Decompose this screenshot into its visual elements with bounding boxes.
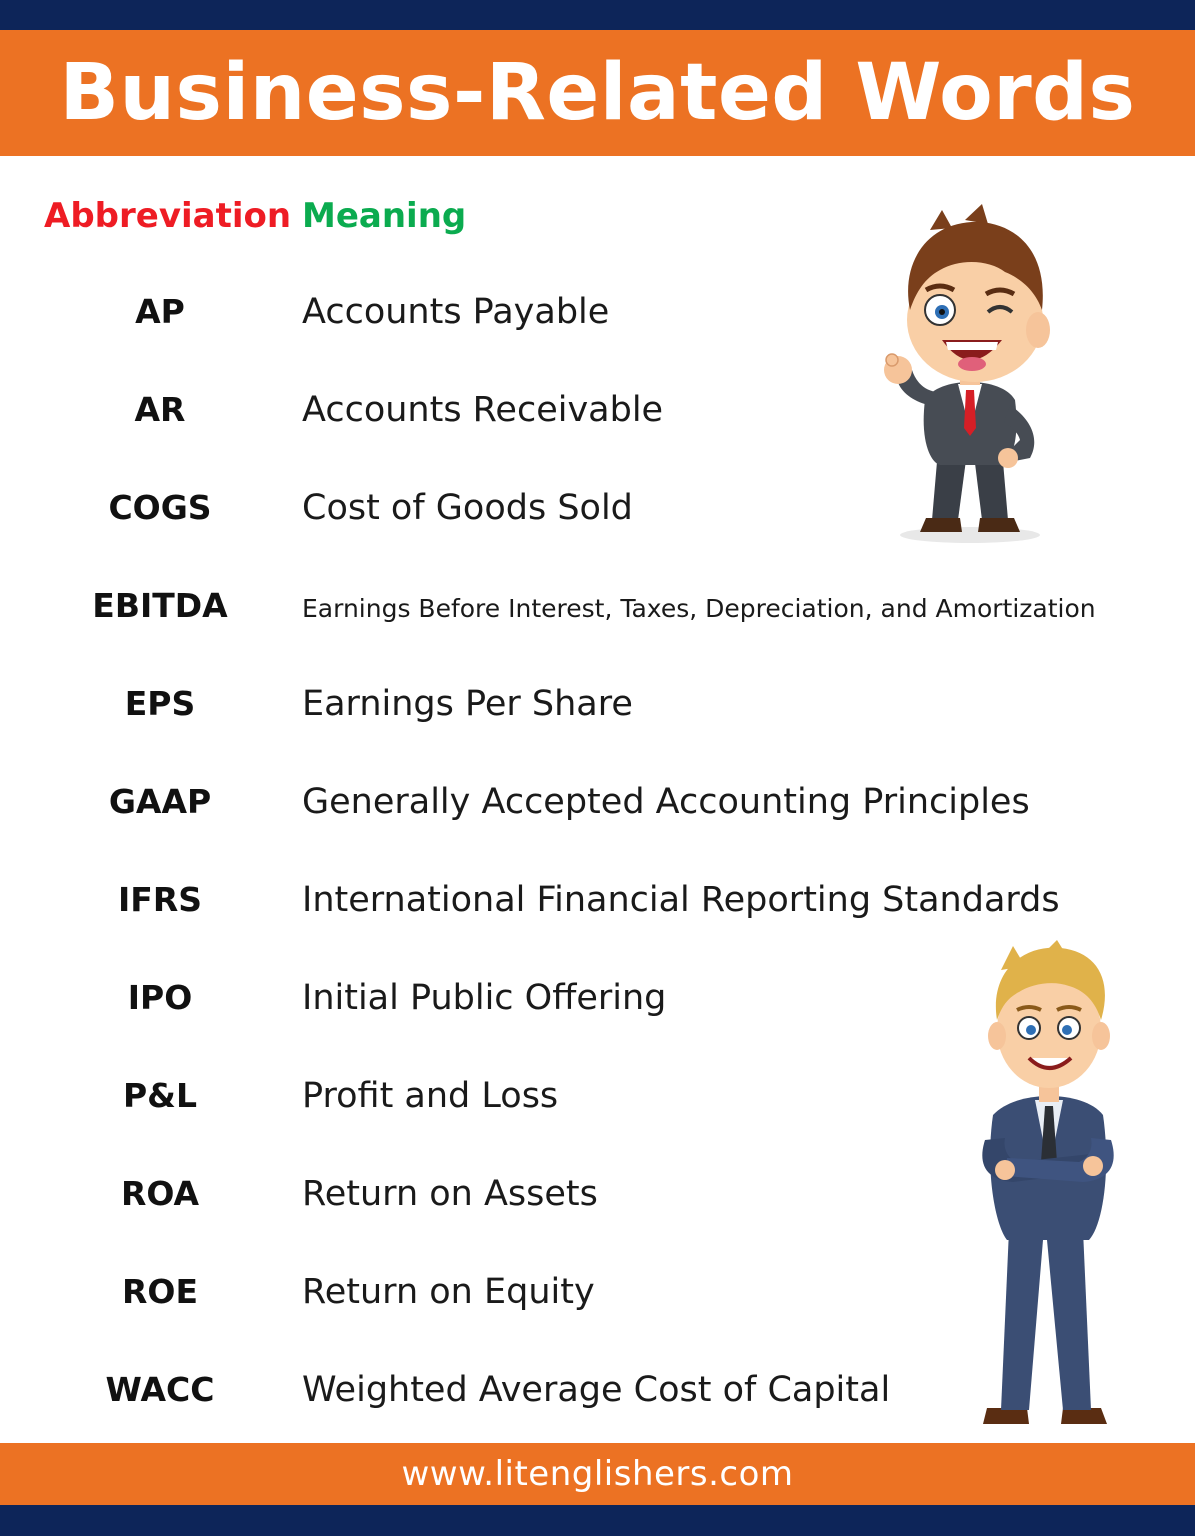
meaning: Earnings Per Share (302, 684, 633, 724)
abbreviation-column-header: Abbreviation (44, 196, 292, 236)
top-navy-strip (0, 0, 1195, 30)
abbreviation: EBITDA (92, 586, 228, 625)
list-item (0, 560, 1195, 658)
meaning: Generally Accepted Accounting Principles (302, 782, 1030, 822)
abbreviation: AP (135, 292, 185, 331)
abbreviation: COGS (108, 488, 212, 527)
meaning: Accounts Receivable (302, 390, 664, 430)
meaning: Return on Assets (302, 1174, 598, 1214)
meaning: Earnings Before Interest, Taxes, Depreciation, and Amortization (302, 594, 1096, 623)
abbreviation: IPO (127, 978, 193, 1017)
winking-businessman-illustration (870, 200, 1060, 545)
meaning: Accounts Payable (302, 292, 610, 332)
abbreviation: AR (134, 390, 186, 429)
title-banner (0, 30, 1195, 156)
list-item (0, 756, 1195, 854)
abbreviation: WACC (105, 1370, 215, 1409)
abbreviation: P&L (123, 1076, 197, 1115)
abbreviation: GAAP (108, 782, 212, 821)
meaning-column-header: Meaning (302, 196, 467, 236)
meaning: Profit and Loss (302, 1076, 559, 1116)
abbreviation: ROE (121, 1272, 198, 1311)
abbreviation: ROA (120, 1174, 200, 1213)
meaning: Initial Public Offering (302, 978, 667, 1018)
abbreviation: IFRS (118, 880, 202, 919)
meaning: Cost of Goods Sold (302, 488, 633, 528)
meaning: Weighted Average Cost of Capital (302, 1370, 891, 1410)
page-title: Business-Related Words (59, 48, 1136, 138)
website-url: www.litenglishers.com (401, 1454, 794, 1494)
list-item (0, 854, 1195, 952)
footer-banner (0, 1443, 1195, 1505)
meaning: International Financial Reporting Standards (302, 880, 1060, 920)
bottom-navy-strip (0, 1505, 1195, 1536)
list-item (0, 658, 1195, 756)
arms-crossed-businessman-illustration (965, 940, 1135, 1435)
meaning: Return on Equity (302, 1272, 595, 1312)
abbreviation: EPS (124, 684, 196, 723)
